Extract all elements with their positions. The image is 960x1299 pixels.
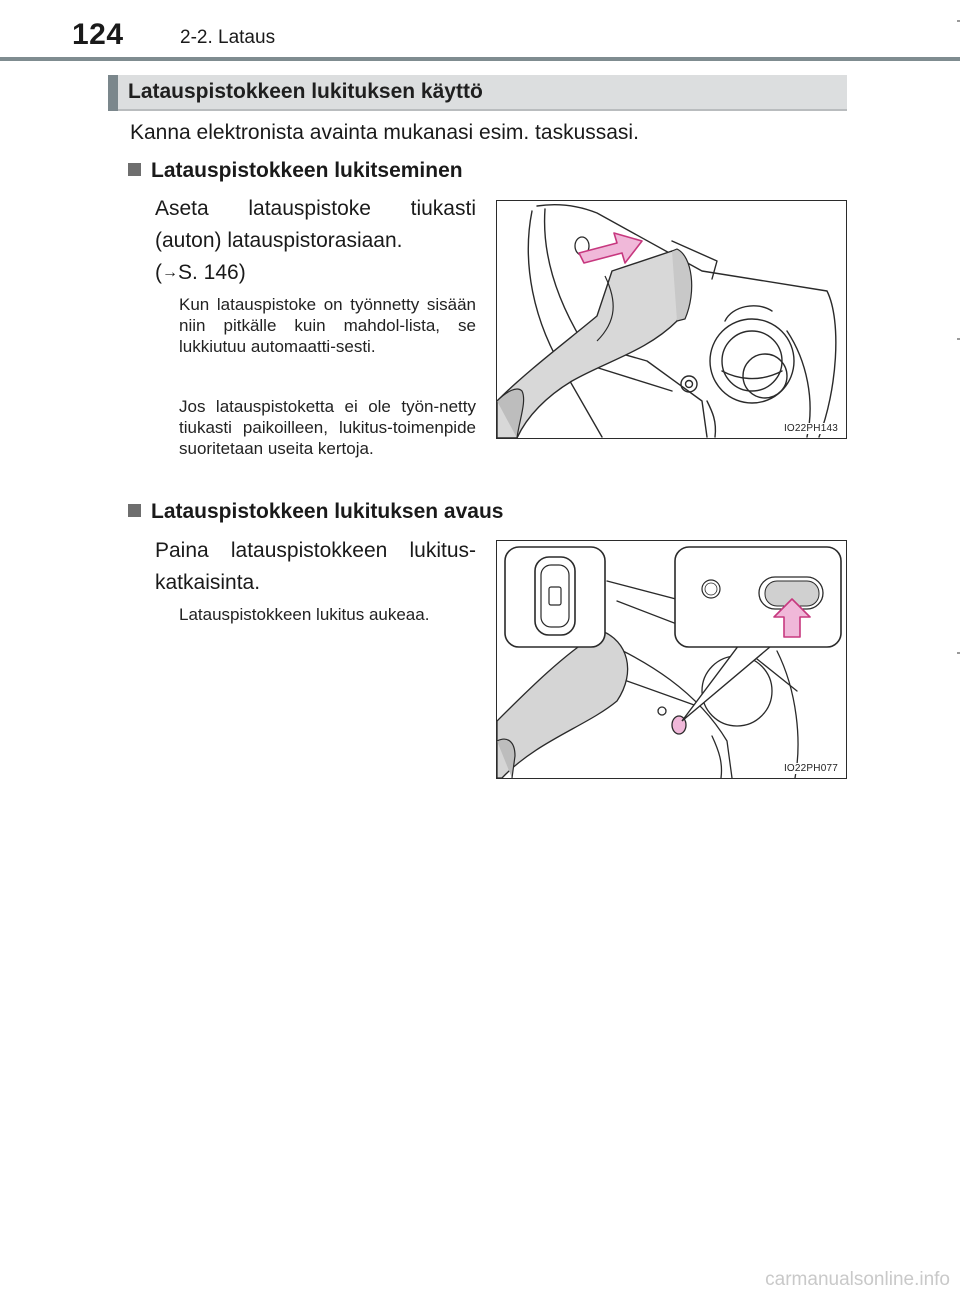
locking-note-1: Kun latauspistoke on työnnetty sisään niin pitkälle kuin mahdol-lista, se lukkiutuu automaatti-sesti. (179, 295, 476, 356)
chapter-title: 2-2. Lataus (180, 27, 276, 48)
section-heading-bar (108, 75, 847, 111)
figure-charging-connector (496, 200, 847, 439)
lock-switch-illustration (497, 541, 846, 778)
figure-lock-switch (496, 540, 847, 779)
page-reference: (→S. 146) (155, 261, 246, 284)
page-number: 124 (72, 18, 124, 51)
section-accent (108, 75, 118, 111)
watermark: carmanualsonline.info (765, 1269, 950, 1290)
figure-code: IO22PH077 (783, 763, 838, 774)
square-bullet-icon (128, 504, 141, 517)
instruction-line: (auton) latauspistorasiaan. (155, 229, 403, 252)
instruction-line: katkaisinta. (155, 571, 261, 594)
unlocking-instruction (155, 535, 476, 599)
subheading-unlocking: Latauspistokkeen lukituksen avaus (128, 500, 503, 524)
instruction-line: Paina latauspistokkeen lukitus- (155, 539, 476, 562)
locking-instruction (155, 193, 476, 289)
unlocking-note-1: Latauspistokkeen lukitus aukeaa. (179, 605, 430, 624)
header-rule (0, 57, 960, 61)
intro-text: Kanna elektronista avainta mukanasi esim. taskussasi. (130, 121, 639, 144)
subheading-locking: Latauspistokkeen lukitseminen (128, 159, 463, 183)
figure-code: IO22PH143 (783, 423, 838, 434)
section-title: Latauspistokkeen lukituksen käyttö (128, 80, 483, 103)
key-fob-icon (535, 557, 575, 635)
instruction-line: Aseta latauspistoke tiukasti (155, 197, 476, 220)
reference-arrow-icon: → (162, 264, 178, 281)
square-bullet-icon (128, 163, 141, 176)
locking-note-2: Jos latauspistoketta ei ole työn-netty tiukasti paikoilleen, lukitus-toimenpide suoritetaan useita kertoja. (179, 397, 476, 458)
charging-connector-illustration (497, 201, 846, 438)
